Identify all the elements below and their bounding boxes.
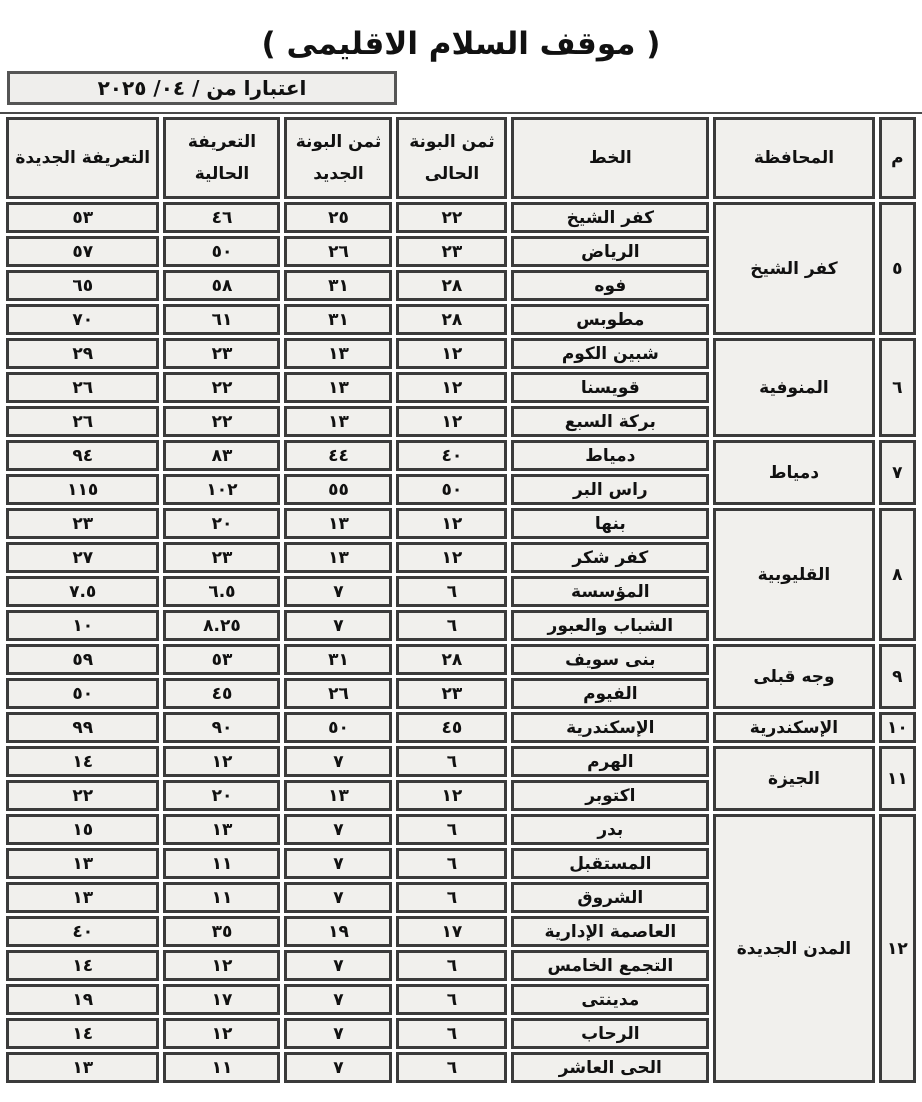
bona-current-cell: ٢٨ [396,304,507,335]
line-cell: قويسنا [511,372,709,403]
tariff-new-cell: ١٥ [6,814,159,845]
line-cell: شبين الكوم [511,338,709,369]
tariff-current-cell: ٢٣ [163,338,280,369]
line-cell: الشروق [511,882,709,913]
line-cell: بنها [511,508,709,539]
bona-current-cell: ٤٥ [396,712,507,743]
bona-new-cell: ٧ [284,1052,392,1083]
bona-current-cell: ٢٢ [396,202,507,233]
line-cell: دمياط [511,440,709,471]
tariff-current-cell: ٦.٥ [163,576,280,607]
bona-current-cell: ٢٣ [396,236,507,267]
tariff-current-cell: ٥٣ [163,644,280,675]
tariff-new-cell: ٤٠ [6,916,159,947]
governorate-cell: الجيزة [713,746,874,811]
bona-current-cell: ٢٣ [396,678,507,709]
bona-current-cell: ١٢ [396,406,507,437]
bona-new-cell: ٢٥ [284,202,392,233]
bona-current-cell: ٦ [396,882,507,913]
tariff-new-cell: ٢٢ [6,780,159,811]
line-cell: الرياض [511,236,709,267]
line-cell: الرحاب [511,1018,709,1049]
line-cell: كفر الشيخ [511,202,709,233]
tariff-current-cell: ١٢ [163,1018,280,1049]
bona-new-cell: ٧ [284,814,392,845]
tariff-new-cell: ٧٠ [6,304,159,335]
tariff-new-cell: ٦٥ [6,270,159,301]
bona-new-cell: ٧ [284,576,392,607]
num-cell: ٩ [879,644,916,709]
tariff-current-cell: ١٢ [163,950,280,981]
table-row [6,746,916,777]
header-governorate: المحافظة [713,117,874,199]
line-cell: الشباب والعبور [511,610,709,641]
bona-current-cell: ١٢ [396,338,507,369]
bona-new-cell: ٣١ [284,644,392,675]
governorate-cell: وجه قبلى [713,644,874,709]
table-row [6,338,916,369]
bona-new-cell: ٢٦ [284,236,392,267]
tariff-current-cell: ٨٣ [163,440,280,471]
tariff-current-cell: ٥٠ [163,236,280,267]
tariff-current-cell: ٩٠ [163,712,280,743]
tariff-current-cell: ٥٨ [163,270,280,301]
tariff-current-cell: ٢٣ [163,542,280,573]
line-cell: المؤسسة [511,576,709,607]
table-row [6,202,916,233]
tariff-current-cell: ١١ [163,1052,280,1083]
bona-current-cell: ٢٨ [396,644,507,675]
bona-new-cell: ٧ [284,950,392,981]
bona-current-cell: ٦ [396,746,507,777]
tariff-current-cell: ١١ [163,882,280,913]
header-line: الخط [511,117,709,199]
bona-new-cell: ٢٦ [284,678,392,709]
tariff-new-cell: ٢٩ [6,338,159,369]
header-num: م [879,117,916,199]
bona-current-cell: ٢٨ [396,270,507,301]
bona-new-cell: ١٣ [284,542,392,573]
bona-new-cell: ٣١ [284,270,392,301]
bona-new-cell: ٧ [284,882,392,913]
line-cell: التجمع الخامس [511,950,709,981]
line-cell: بنى سويف [511,644,709,675]
bona-current-cell: ٦ [396,984,507,1015]
tariff-current-cell: ٢٠ [163,780,280,811]
tariff-new-cell: ١٣ [6,848,159,879]
header-bona-new: ثمن البونة الجديد [284,117,392,199]
tariff-new-cell: ٩٤ [6,440,159,471]
bona-current-cell: ١٧ [396,916,507,947]
line-cell: المستقبل [511,848,709,879]
governorate-cell: المنوفية [713,338,874,437]
tariff-current-cell: ١٧ [163,984,280,1015]
tariff-new-cell: ٥٣ [6,202,159,233]
table-row [6,508,916,539]
tariff-new-cell: ٢٦ [6,372,159,403]
tariff-new-cell: ١٤ [6,950,159,981]
line-cell: مدينتى [511,984,709,1015]
bona-new-cell: ١٣ [284,338,392,369]
tariff-current-cell: ١١ [163,848,280,879]
line-cell: مطوبس [511,304,709,335]
table-row [6,440,916,471]
header-tariff-new: التعريفة الجديدة [6,117,159,199]
num-cell: ٦ [879,338,916,437]
bona-current-cell: ١٢ [396,372,507,403]
bona-new-cell: ١٣ [284,372,392,403]
header-row [6,117,916,199]
bona-new-cell: ٥٠ [284,712,392,743]
tariff-new-cell: ١٩ [6,984,159,1015]
tariff-table [2,114,920,1086]
tariff-new-cell: ١٠ [6,610,159,641]
tariff-new-cell: ١٣ [6,1052,159,1083]
bona-new-cell: ٧ [284,610,392,641]
bona-new-cell: ٧ [284,984,392,1015]
tariff-new-cell: ٥٧ [6,236,159,267]
page-title: ( موقف السلام الاقليمى ) [261,26,661,62]
line-cell: فوه [511,270,709,301]
tariff-new-cell: ٥٠ [6,678,159,709]
bona-current-cell: ٦ [396,1018,507,1049]
table-row [6,712,916,743]
bona-current-cell: ٦ [396,848,507,879]
table-row [6,814,916,845]
bona-current-cell: ٦ [396,610,507,641]
num-cell: ٨ [879,508,916,641]
tariff-new-cell: ٧.٥ [6,576,159,607]
line-cell: الإسكندرية [511,712,709,743]
line-cell: العاصمة الإدارية [511,916,709,947]
effective-date-text: اعتبارا من / ٠٤/ ٢٠٢٥ [97,76,307,100]
line-cell: بدر [511,814,709,845]
num-cell: ١٢ [879,814,916,1083]
tariff-current-cell: ٢٢ [163,406,280,437]
tariff-new-cell: ١٤ [6,746,159,777]
bona-new-cell: ٧ [284,746,392,777]
line-cell: الحى العاشر [511,1052,709,1083]
tariff-current-cell: ٣٥ [163,916,280,947]
tariff-new-cell: ٩٩ [6,712,159,743]
bona-current-cell: ٦ [396,576,507,607]
bona-new-cell: ٥٥ [284,474,392,505]
bona-new-cell: ٤٤ [284,440,392,471]
bona-new-cell: ١٣ [284,406,392,437]
tariff-new-cell: ٢٦ [6,406,159,437]
tariff-current-cell: ٨.٢٥ [163,610,280,641]
tariff-new-cell: ١٤ [6,1018,159,1049]
bona-current-cell: ٤٠ [396,440,507,471]
line-cell: بركة السبع [511,406,709,437]
bona-current-cell: ٦ [396,1052,507,1083]
bona-new-cell: ٧ [284,1018,392,1049]
tariff-current-cell: ١٢ [163,746,280,777]
num-cell: ٧ [879,440,916,505]
table-row [6,644,916,675]
tariff-new-cell: ١١٥ [6,474,159,505]
tariff-current-cell: ٦١ [163,304,280,335]
bona-current-cell: ٥٠ [396,474,507,505]
header-tariff-current: التعريفة الحالية [163,117,280,199]
bona-current-cell: ٦ [396,950,507,981]
tariff-current-cell: ٤٦ [163,202,280,233]
tariff-new-cell: ٥٩ [6,644,159,675]
bona-new-cell: ٣١ [284,304,392,335]
tariff-new-cell: ٢٧ [6,542,159,573]
tariff-current-cell: ٤٥ [163,678,280,709]
bona-current-cell: ١٢ [396,780,507,811]
governorate-cell: كفر الشيخ [713,202,874,335]
num-cell: ١١ [879,746,916,811]
line-cell: راس البر [511,474,709,505]
governorate-cell: دمياط [713,440,874,505]
tariff-new-cell: ١٣ [6,882,159,913]
bona-current-cell: ٦ [396,814,507,845]
tariff-current-cell: ٢٢ [163,372,280,403]
line-cell: كفر شكر [511,542,709,573]
line-cell: الفيوم [511,678,709,709]
tariff-current-cell: ١٣ [163,814,280,845]
effective-date-box [7,71,397,105]
bona-new-cell: ١٣ [284,508,392,539]
line-cell: اكتوبر [511,780,709,811]
header-bona-current: ثمن البونة الحالى [396,117,507,199]
governorate-cell: المدن الجديدة [713,814,874,1083]
num-cell: ١٠ [879,712,916,743]
governorate-cell: القليوبية [713,508,874,641]
bona-current-cell: ١٢ [396,508,507,539]
bona-new-cell: ٧ [284,848,392,879]
num-cell: ٥ [879,202,916,335]
governorate-cell: الإسكندرية [713,712,874,743]
bona-new-cell: ١٣ [284,780,392,811]
tariff-current-cell: ٢٠ [163,508,280,539]
tariff-new-cell: ٢٣ [6,508,159,539]
line-cell: الهرم [511,746,709,777]
bona-current-cell: ١٢ [396,542,507,573]
tariff-current-cell: ١٠٢ [163,474,280,505]
bona-new-cell: ١٩ [284,916,392,947]
